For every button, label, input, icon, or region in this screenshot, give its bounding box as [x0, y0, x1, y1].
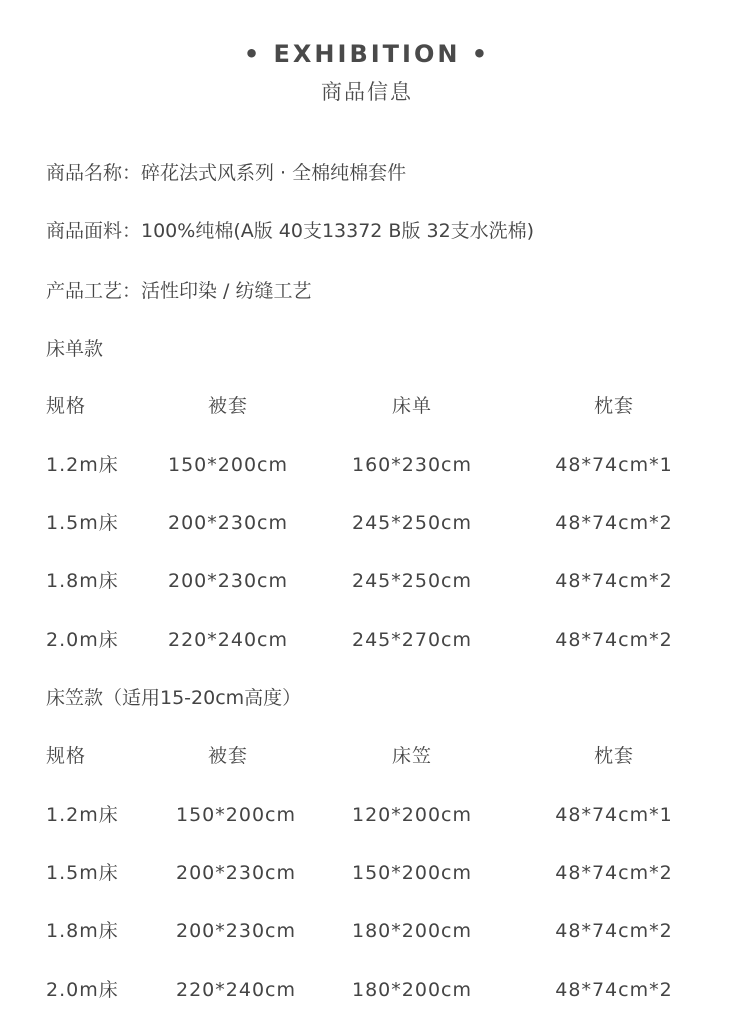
- row-pillowcase: 48*74cm*2: [555, 862, 673, 884]
- sheet-section-title: 床单款: [46, 338, 104, 360]
- row-bed-sheet: 245*270cm: [352, 629, 472, 651]
- row-pillowcase: 48*74cm*1: [555, 804, 673, 826]
- product-info-subtitle: 商品信息: [321, 80, 413, 104]
- row-size: 1.2m床: [46, 804, 119, 826]
- info-fabric: 商品面料：100%纯棉(A版 40支13372 B版 32支水洗棉): [46, 220, 535, 242]
- info-product-name: 商品名称：碎花法式风系列 · 全棉纯棉套件: [46, 162, 407, 184]
- row-fitted-sheet: 180*200cm: [352, 979, 472, 1001]
- header-pillowcase: 枕套: [593, 395, 635, 417]
- row-size: 1.8m床: [46, 920, 119, 942]
- row-bed-sheet: 245*250cm: [352, 570, 472, 592]
- exhibition-title: • EXHIBITION •: [243, 40, 491, 68]
- header-pillowcase: 枕套: [593, 745, 635, 767]
- row-size: 1.5m床: [46, 512, 119, 534]
- fitted-section-title: 床笠款（适用15-20cm高度）: [46, 687, 302, 709]
- row-pillowcase: 48*74cm*1: [555, 454, 673, 476]
- row-pillowcase: 48*74cm*2: [555, 629, 673, 651]
- row-bed-sheet: 245*250cm: [352, 512, 472, 534]
- header-fitted-sheet: 床笠: [391, 745, 433, 767]
- row-size: 2.0m床: [46, 629, 119, 651]
- row-size: 1.5m床: [46, 862, 119, 884]
- header-size: 规格: [46, 395, 87, 417]
- row-bed-sheet: 160*230cm: [352, 454, 472, 476]
- row-duvet-cover: 220*240cm: [176, 979, 296, 1001]
- row-duvet-cover: 150*200cm: [168, 454, 288, 476]
- row-pillowcase: 48*74cm*2: [555, 920, 673, 942]
- row-duvet-cover: 150*200cm: [176, 804, 296, 826]
- header-size: 规格: [46, 745, 87, 767]
- row-duvet-cover: 200*230cm: [176, 862, 296, 884]
- row-pillowcase: 48*74cm*2: [555, 512, 673, 534]
- row-fitted-sheet: 120*200cm: [352, 804, 472, 826]
- row-pillowcase: 48*74cm*2: [555, 570, 673, 592]
- header-bed-sheet: 床单: [391, 395, 433, 417]
- info-craft: 产品工艺：活性印染 / 纺缝工艺: [46, 280, 312, 302]
- row-pillowcase: 48*74cm*2: [555, 979, 673, 1001]
- row-fitted-sheet: 180*200cm: [352, 920, 472, 942]
- header-duvet-cover: 被套: [207, 395, 249, 417]
- row-size: 2.0m床: [46, 979, 119, 1001]
- row-duvet-cover: 220*240cm: [168, 629, 288, 651]
- row-size: 1.2m床: [46, 454, 119, 476]
- row-duvet-cover: 200*230cm: [168, 570, 288, 592]
- row-size: 1.8m床: [46, 570, 119, 592]
- row-duvet-cover: 200*230cm: [176, 920, 296, 942]
- row-duvet-cover: 200*230cm: [168, 512, 288, 534]
- header-duvet-cover: 被套: [207, 745, 249, 767]
- row-fitted-sheet: 150*200cm: [352, 862, 472, 884]
